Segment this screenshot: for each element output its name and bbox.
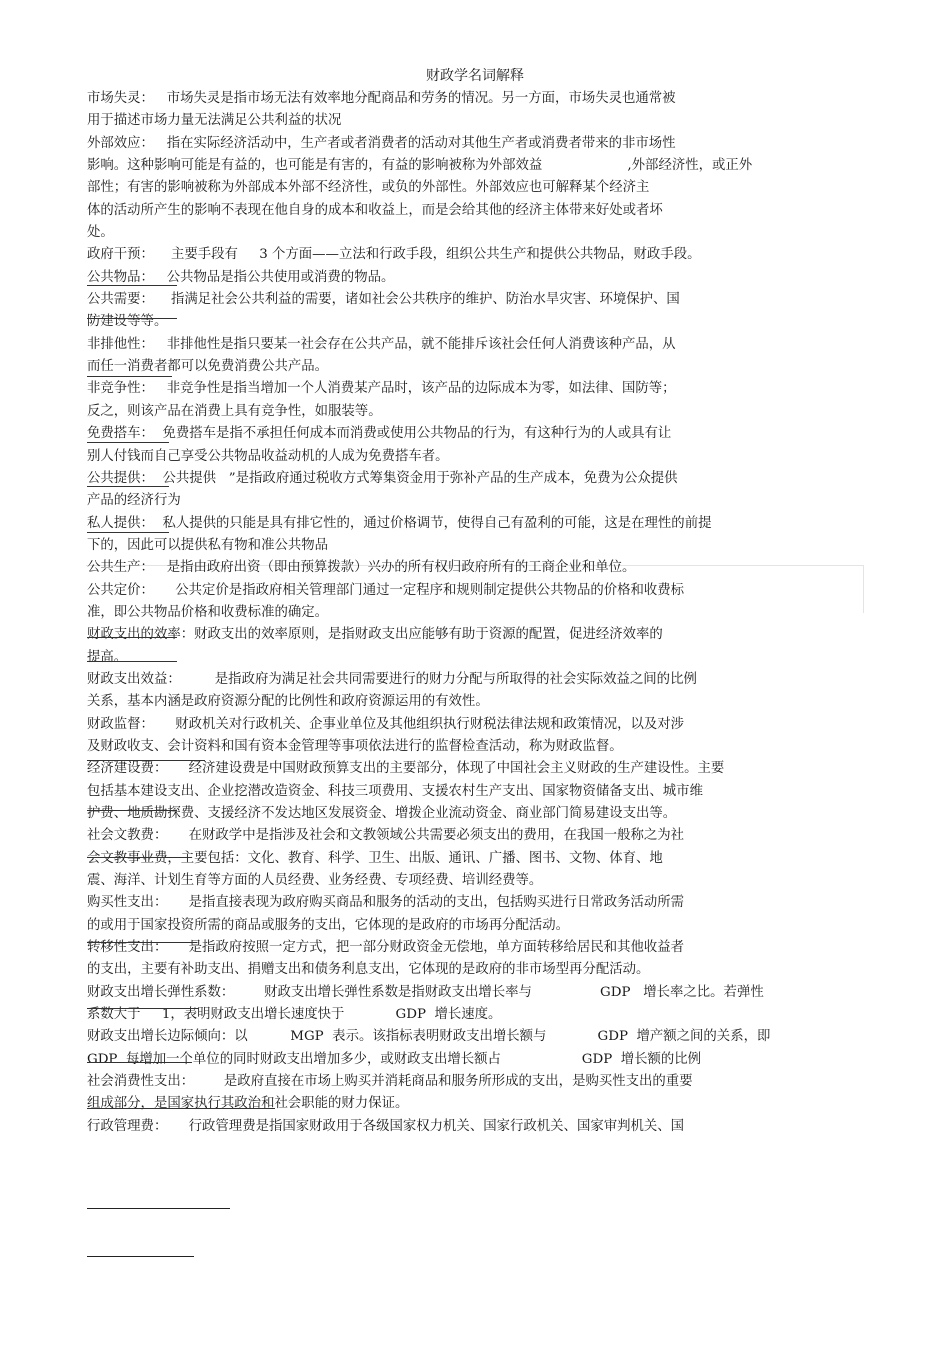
strike-mark bbox=[87, 532, 169, 533]
text-line: 处。 bbox=[87, 225, 114, 241]
text-line: 护费、地质勘探费、支援经济不发达地区发展资金、增拨企业流动资金、商业部门简易建设支出等。 bbox=[87, 806, 677, 821]
strike-mark bbox=[87, 442, 169, 443]
text-line: 公共需要： 指满足社会公共利益的需要，诸如社会公共秩序的维护、防治水旱灾害、环境保护、国 bbox=[87, 292, 680, 308]
text-line: 外部效应： 指在实际经济活动中，生产者或者消费者的活动对其他生产者或消费者带来的非市场性 bbox=[87, 135, 676, 151]
text-line: 用于描述市场力量无法满足公共利益的状况 bbox=[87, 113, 342, 129]
text-line: 的支出，主要有补助支出、捐赠支出和债务利息支出，它体现的是政府的非市场型再分配活动。 bbox=[87, 962, 650, 978]
text-line: 的或用于国家投资所需的商品或服务的支出，它体现的是政府的市场再分配活动。 bbox=[87, 917, 570, 933]
text-line: 公共定价： 公共定价是指政府相关管理部门通过一定程序和规则制定提供公共物品的价格和收费标 bbox=[87, 582, 685, 598]
strike-mark bbox=[87, 486, 169, 487]
text-line: 公共物品： 公共物品是指公共使用或消费的物品。 bbox=[87, 269, 395, 285]
underline-mark bbox=[87, 1062, 192, 1063]
strike-mark bbox=[87, 1008, 199, 1009]
text-line: 公共提供： 公共提供 ”是指政府通过税收方式筹集资金用于弥补产品的生产成本，免费为公众提供 bbox=[87, 470, 678, 486]
text-line: 免费搭车： 免费搭车是指不承担任何成本而消费或使用公共物品的行为，有这种行为的人或具有让 bbox=[87, 426, 672, 442]
text-line: 体的活动所产生的影响不表现在他自身的成本和收益上，而是会给其他的经济主体带来好处或者坏 bbox=[87, 202, 663, 218]
document-body bbox=[87, 88, 862, 1138]
text-line: 而任一消费者都可以免费消费公共产品。 bbox=[87, 359, 329, 375]
text-line: 影响。这种影响可能是有益的，也可能是有害的，有益的影响被称为外部效益 ,外部经济性，或正外 bbox=[87, 158, 753, 174]
strike-mark bbox=[87, 942, 197, 943]
footnote-rule bbox=[87, 1256, 194, 1257]
text-line: 私人提供： 私人提供的只能是具有排它性的，通过价格调节，使得自己有盈利的可能，这是在理性的前提 bbox=[87, 515, 712, 531]
text-line: 政府干预： 主要手段有 3 个方面——立法和行政手段，组织公共生产和提供公共物品，财政手段。 bbox=[87, 247, 701, 263]
underline-mark bbox=[87, 661, 177, 662]
text-line: GDP 每增加一个单位的同时财政支出增加多少，或财政支出增长额占 GDP 增长额的比例 bbox=[87, 1051, 702, 1067]
strike-mark bbox=[87, 760, 205, 761]
text-line: 购买性支出： 是指直接表现为政府购买商品和服务的活动的支出，包括购买进行日常政务活动所需 bbox=[87, 895, 685, 911]
text-line: 财政监督： 财政机关对行政机关、企事业单位及其他组织执行财税法律法规和政策情况，以及对涉 bbox=[87, 716, 685, 732]
text-line: 部性；有害的影响被称为外部成本外部不经济性，或负的外部性。外部效应也可解释某个经济主 bbox=[87, 180, 650, 196]
text-line: 震、海洋、计划生育等方面的人员经费、业务经费、专项经费、培训经费等。 bbox=[87, 873, 543, 889]
text-line: 财政支出的效率：财政支出的效率原则，是指财政支出应能够有助于资源的配置，促进经济效率的 bbox=[87, 627, 663, 643]
text-line: 防建设等等。 bbox=[87, 314, 168, 330]
text-line: 会文教事业费，主要包括：文化、教育、科学、卫生、出版、通讯、广播、图书、文物、体育、地 bbox=[87, 850, 663, 866]
text-line: 关系，基本内涵是政府资源分配的比例性和政府资源运用的有效性。 bbox=[87, 694, 489, 710]
text-line: 转移性支出： 是指政府按照一定方式，把一部分财政资金无偿地，单方面转移给居民和其他收益者 bbox=[87, 940, 685, 956]
text-line: 财政支出增长弹性系数： 财政支出增长弹性系数是指财政支出增长率与 GDP 增长率之比。若弹性 bbox=[87, 984, 764, 1000]
text-line: 下的，因此可以提供私有物和准公共物品 bbox=[87, 537, 329, 553]
underline-mark bbox=[87, 857, 192, 858]
text-line: 社会消费性支出： 是政府直接在市场上购买并消耗商品和服务所形成的支出，是购买性支出的重要 bbox=[87, 1074, 693, 1090]
text-line: 财政支出增长边际倾向：以 MGP 表示。该指标表明财政支出增长额与 GDP 增产额之间的关系，即 bbox=[87, 1029, 771, 1045]
text-line: 提高。 bbox=[87, 649, 128, 665]
text-line: 反之，则该产品在消费上具有竞争性，如服装等。 bbox=[87, 403, 382, 419]
underline-mark bbox=[87, 810, 177, 811]
footnote-rule bbox=[87, 1208, 230, 1209]
text-line: 非排他性： 非排他性是指只要某一社会存在公共产品，就不能排斥该社会任何人消费该种产品，从 bbox=[87, 336, 676, 352]
underline-mark bbox=[87, 637, 177, 638]
page-title: 财政学名词解释 bbox=[426, 68, 524, 84]
text-line: 产品的经济行为 bbox=[87, 493, 181, 509]
text-line: 及财政收支、会计资料和国有资本金管理等事项依法进行的监督检查活动，称为财政监督。 bbox=[87, 738, 623, 754]
strike-mark bbox=[87, 376, 172, 377]
text-line: 财政支出效益： 是指政府为满足社会共同需要进行的财力分配与所取得的社会实际效益之间的比例 bbox=[87, 671, 697, 687]
text-line: 社会文教费： 在财政学中是指涉及社会和文教领域公共需要必须支出的费用，在我国一般称之为社 bbox=[87, 828, 685, 844]
text-line: 别人付钱而自己享受公共物品收益动机的人成为免费搭车者。 bbox=[87, 448, 449, 464]
text-line: 系数大于 1，表明财政支出增长速度快于 GDP 增长速度。 bbox=[87, 1007, 502, 1023]
underline-mark bbox=[87, 1108, 275, 1109]
text-line: 准，即公共物品价格和收费标准的确定。 bbox=[87, 604, 329, 620]
text-line: 非竞争性： 非竞争性是指当增加一个人消费某产品时，该产品的边际成本为零，如法律、国防等； bbox=[87, 381, 676, 397]
text-line: 公共生产： 是指由政府出资（即由预算拨款）兴办的所有权归政府所有的工商企业和单位。 bbox=[87, 560, 636, 576]
text-line: 行政管理费： 行政管理费是指国家财政用于各级国家权力机关、国家行政机关、国家审判机关、国 bbox=[87, 1118, 685, 1134]
text-line: 组成部分，是国家执行其政治和社会职能的财力保证。 bbox=[87, 1096, 409, 1112]
strike-mark bbox=[87, 285, 177, 286]
text-line: 市场失灵： 市场失灵是指市场无法有效率地分配商品和劳务的情况。另一方面，市场失灵也通常被 bbox=[87, 91, 676, 106]
text-line: 包括基本建设支出、企业挖潜改造资金、科技三项费用、支援农村生产支出、国家物资储备支出、城市维 bbox=[87, 783, 703, 799]
underline-mark bbox=[87, 318, 177, 319]
text-line: 经济建设费： 经济建设费是中国财政预算支出的主要部分，体现了中国社会主义财政的生产建设性。主要 bbox=[87, 761, 725, 777]
